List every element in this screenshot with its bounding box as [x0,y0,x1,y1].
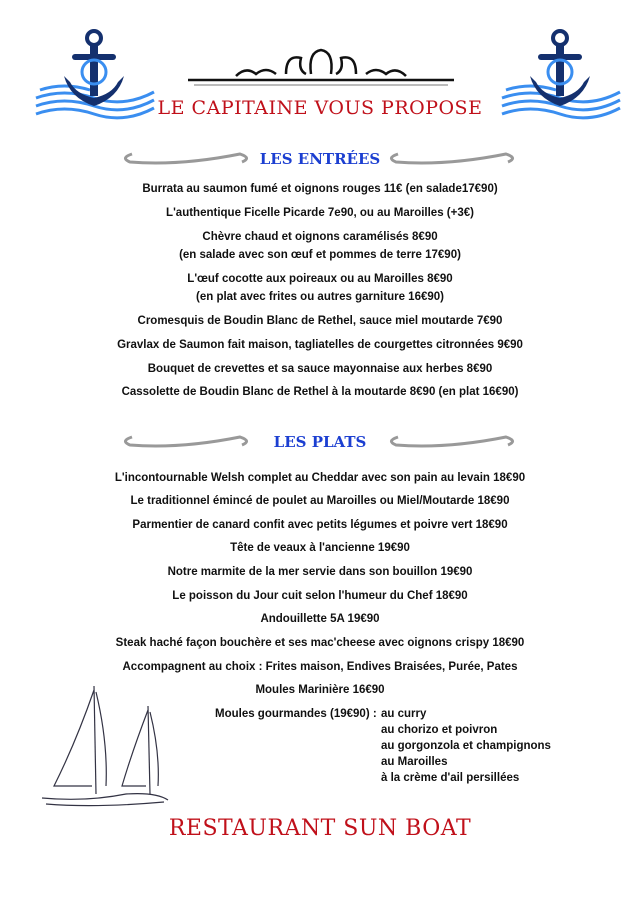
restaurant-name: RESTAURANT SUN BOAT [168,816,472,841]
moules-option: à la crème d'ail persillées [381,772,520,784]
menu-item: Steak haché façon bouchère et ses mac'cheese avec oignons crispy 18€90 [115,637,525,649]
menu-item: Bouquet de crevettes et sa sauce mayonnaise aux herbes 8€90 [147,363,493,375]
menu-item: L'œuf cocotte aux poireaux ou au Maroilles 8€90 [187,273,453,285]
sailboat-illustration [36,682,176,817]
section-heading-entrees: LES ENTRÉES [259,150,381,168]
ornament-divider [186,46,456,92]
menu-item: Accompagnent au choix : Frites maison, Endives Braisées, Purée, Pates [122,661,518,673]
moules-option: au chorizo et poivron [381,724,498,736]
menu-item: Notre marmite de la mer servie dans son bouillon 19€90 [167,566,473,578]
menu-item: L'incontournable Welsh complet au Cheddar avec son pain au levain 18€90 [114,472,526,484]
moules-option: au curry [381,708,427,720]
menu-item-note: (en salade avec son œuf et pommes de terre 17€90) [179,249,461,261]
menu-item: Gravlax de Saumon fait maison, tagliatelles de courgettes citronnées 9€90 [117,339,523,351]
section-heading-plats: LES PLATS [273,433,367,451]
menu-item: Cassolette de Boudin Blanc de Rethel à la moutarde 8€90 (en plat 16€90) [121,386,519,398]
menu-item: Chèvre chaud et oignons caramélisés 8€90 [202,231,438,243]
menu-item: Parmentier de canard confit avec petits légumes et poivre vert 18€90 [132,519,508,531]
menu-item: Burrata au saumon fumé et oignons rouges 11€ (en salade17€90) [142,183,498,195]
menu-item-note: (en plat avec frites ou autres garniture 16€90) [196,291,444,303]
swirl-right-icon [386,431,518,451]
moules-option: au gorgonzola et champignons [381,740,551,752]
swirl-right-icon [386,148,518,168]
page-title: LE CAPITAINE VOUS PROPOSE [157,97,483,119]
menu-item: Andouillette 5A 19€90 [260,613,380,625]
menu-item: Le traditionnel émincé de poulet au Maroilles ou Miel/Moutarde 18€90 [130,495,510,507]
menu-item: Moules Marinière 16€90 [255,684,385,696]
menu-item: L'authentique Ficelle Picarde 7e90, ou au Maroilles (+3€) [166,207,474,219]
moules-option: au Maroilles [381,756,448,768]
menu-item: Le poisson du Jour cuit selon l'humeur du Chef 18€90 [172,590,468,602]
menu-item: Tête de veaux à l'ancienne 19€90 [230,542,410,554]
menu-item: Cromesquis de Boudin Blanc de Rethel, sauce miel moutarde 7€90 [137,315,503,327]
moules-gourmandes-label: Moules gourmandes (19€90) : [215,708,377,720]
